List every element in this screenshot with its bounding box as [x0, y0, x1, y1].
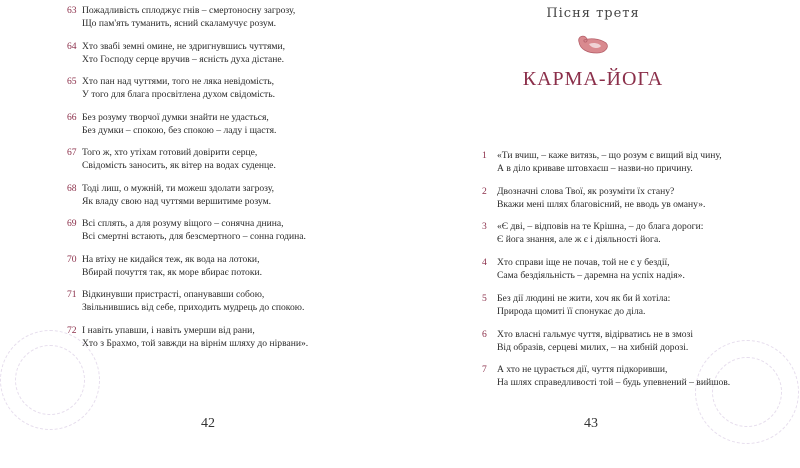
- verse-number: 63: [67, 5, 77, 16]
- verse-line: Без дії людині не жити, хоч як би й хотіла:: [497, 292, 671, 304]
- verse-line: Всі сплять, а для розуму віщого – сонячна днина,: [82, 218, 284, 229]
- verse-line: Хто власні гальмує чуття, відірватись не в змозі: [497, 328, 694, 340]
- paisley-ornament-icon: [575, 34, 611, 56]
- verse-line: Того ж, хто утіхам готовий довірити серце,: [82, 147, 258, 158]
- verse-line: І навіть упавши, і навіть умерши від рани,: [82, 324, 255, 336]
- right-page: [400, 0, 800, 468]
- verse-number: 4: [482, 257, 487, 269]
- verse-line: Що пам'ять туманить, ясний скаламучує розум.: [82, 18, 277, 29]
- verse-line: Тоді лиш, о мужній, ти можеш здолати загрозу,: [82, 182, 274, 194]
- verse-number: 70: [67, 253, 77, 265]
- page-number: 43: [584, 416, 598, 431]
- verse-line: Хто з Брахмо, той завжди на вірнім шляху до нірвани».: [82, 337, 309, 349]
- verse-line: А хто не цурається дії, чуття підкоривши,: [497, 364, 668, 376]
- verse-line: Свідомість заносить, як вітер на водах суденце.: [82, 160, 276, 171]
- verse-line: На шлях справедливості той – будь упевнений – вийшов.: [497, 377, 731, 389]
- verse-line: Хто пан над чуттями, того не ляка невідомість,: [82, 76, 275, 87]
- verse-line: Від образів, серцеві милих, – на хибній дорозі.: [497, 341, 689, 353]
- verse-number: 65: [67, 76, 77, 87]
- verse-number: 7: [482, 364, 487, 376]
- verse-line: У того для блага просвітлена духом свідомість.: [82, 89, 276, 100]
- verse-line: «Є дві, – відповів на те Крішна, – до блага дороги:: [497, 221, 704, 233]
- verse-number: 67: [67, 147, 77, 158]
- verse-number: 66: [67, 111, 77, 123]
- verse-line: Двозначні слова Твої, як розуміти їх стану?: [497, 185, 675, 197]
- verse-line: Вкажи мені шлях благовісний, не вводь ув оману».: [497, 198, 706, 210]
- verse-line: Вбирай почуття так, як море вбирає потоки.: [82, 266, 263, 278]
- verse-line: Без думки – спокою, без спокою – ладу і щастя.: [82, 124, 277, 136]
- chapter-heading: Пісня третя: [546, 6, 640, 21]
- verse-number: 2: [482, 185, 487, 197]
- chapter-title: КАРМА-ЙОГА: [522, 68, 664, 90]
- verse-line: Відкинувши пристрасті, опанувавши собою,: [82, 289, 265, 300]
- verse-line: Звільнившись від себе, приходить мудрець до спокою.: [82, 302, 305, 313]
- page-number: 42: [201, 416, 215, 431]
- verse-line: Хто звабі земні омине, не здригнувшись чуттями,: [82, 40, 285, 52]
- verse-line: Хто Господу серце вручив – ясність духа дістане.: [82, 53, 285, 65]
- verse-number: 1: [482, 150, 487, 161]
- verse-number: 64: [67, 40, 77, 52]
- verse-number: 5: [482, 292, 487, 304]
- verse-number: 68: [67, 182, 77, 194]
- verse-line: Пожадливість сплоджує гнів – смертоносну загрозу,: [82, 5, 296, 16]
- verse-line: Є йога знання, але ж є і діяльності йога.: [497, 234, 661, 246]
- verse-number: 6: [482, 328, 487, 340]
- verse-line: Хто справи іще не почав, той не є у бездії,: [497, 257, 670, 269]
- verse-line: Всі смертні встають, для безсмертного – сонна година.: [82, 231, 306, 242]
- verse-line: Без розуму творчої думки знайти не удасться,: [82, 111, 269, 123]
- verse-number: 71: [67, 289, 77, 300]
- verse-number: 72: [67, 324, 77, 336]
- verse-line: На втіху не кидайся теж, як вода на лотоки,: [82, 253, 260, 265]
- verse-line: Сама бездіяльність – даремна на успіх надія».: [497, 270, 685, 282]
- verse-line: «Ти вчиш, – каже витязь, – що розум є вищий від чину,: [497, 150, 722, 161]
- verse-line: Природа щомиті її спонукає до діла.: [497, 305, 646, 317]
- verse-line: А в діло криваве штовхаєш – назви-но причину.: [497, 163, 693, 174]
- verse-line: Як владу свою над чуттями вершитиме розум.: [82, 195, 272, 207]
- verse-number: 69: [67, 218, 77, 229]
- verse-number: 3: [482, 221, 487, 233]
